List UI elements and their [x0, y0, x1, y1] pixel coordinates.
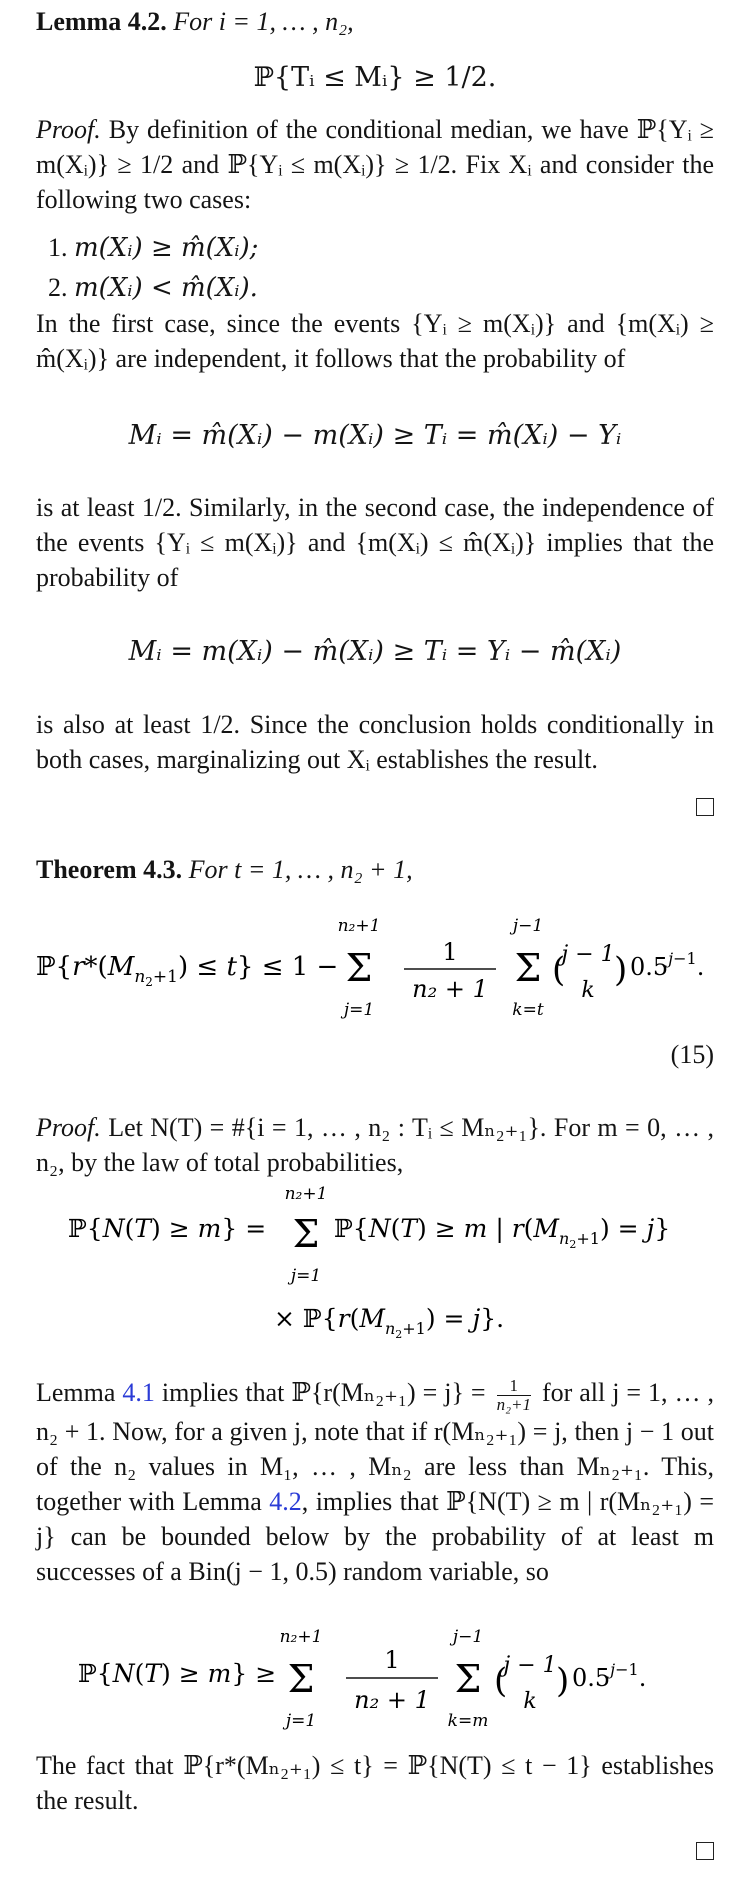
sum-lower: j=1: [343, 1000, 375, 1020]
bb-power: $0.5^j-1$.: [572, 1660, 647, 1692]
binom-top: j − 1: [561, 942, 615, 967]
theorem-statement: For t = 1, … , n₂ + 1,: [188, 855, 413, 884]
equation-case-2: Mᵢ = m(Xᵢ) − m̂(Xᵢ) ≥ Tᵢ = Yᵢ − m̂(Xᵢ): [128, 636, 622, 667]
bb-frac-den: n₂ + 1: [354, 1686, 430, 1714]
case-number: 2.: [48, 273, 68, 302]
proof-2-paragraph-1: [36, 1110, 714, 1180]
qed-symbol-2: [696, 1842, 714, 1860]
bb-frac-num: 1: [384, 1646, 400, 1674]
lemma-4-1-link[interactable]: 4.1: [122, 1378, 155, 1407]
binom-power: $0.5^j-1$.: [630, 949, 705, 981]
tp-sum-upper: n₂+1: [284, 1185, 328, 1204]
proof-2-paragraph-2: [36, 1375, 714, 1589]
tp-sum-lower: j=1: [290, 1266, 322, 1286]
text-for-all: for all j = 1, … , n₂ + 1. Now, for a given j, note that if r(Mₙ₂₊₁) = j, then j − 1 out of the n₂ values in M₁, … , Mₙ₂ are less than Mₙ₂₊₁. This, together with: [36, 1378, 715, 1516]
text-lemma: Lemma: [36, 1378, 116, 1407]
lemma-statement: For i = 1, … , n₂,: [173, 7, 354, 36]
case-text: m(Xᵢ) ≥ m̂(Xᵢ);: [74, 233, 259, 263]
inner-sum-lower: k=t: [512, 1000, 544, 1020]
lemma-display-equation: ℙ{Tᵢ ≤ Mᵢ} ≥ 1/2.: [253, 62, 497, 93]
tp-sum-sign: Σ: [292, 1212, 320, 1256]
tp-rhs: ℙ{N(T) ≥ m | $r(M_n2+1) = j$}: [334, 1214, 671, 1251]
inner-sum-sign: Σ: [514, 946, 542, 990]
inline-fraction: $\frac{1}{\text{n₂+1}}$: [496, 1375, 531, 1414]
proof-2-text-1: Let N(T) = #{i = 1, … , n₂ : Tᵢ ≤ Mₙ₂₊₁}. For m = 0, … , n₂, by the law of total probabilities,: [36, 1113, 715, 1177]
bb-sum-upper: n₂+1: [279, 1627, 323, 1647]
eq-lhs: $ℙ\{r*(M_n2+1) \le t\} \le 1$ −: [36, 952, 339, 989]
lemma-4-2-link[interactable]: 4.2: [269, 1486, 302, 1516]
proof-label: Proof.: [36, 115, 101, 144]
text-bounded: , implies that ℙ{N(T) ≥ m | r(Mₙ₂₊₁) = j} can be bounded below by the probability of at least m successes of a Bin(j − 1, 0.5) random variable, so: [36, 1486, 715, 1586]
binomial-bound-equation: [36, 1620, 714, 1740]
total-probability-equation: [36, 1185, 714, 1345]
theorem-label: Theorem 4.3.: [36, 855, 183, 884]
proof-1-paragraph-2: In the first case, since the events {Yᵢ ≥ m(Xᵢ)} and {m(Xᵢ) ≥ m̂(Xᵢ)} are independent, it follows that the probability of: [36, 309, 714, 373]
text-lemma-2: Lemma: [182, 1486, 262, 1516]
tp-lhs: ℙ{N(T) ≥ m} =: [68, 1214, 267, 1243]
bb-binom-close: ): [556, 1661, 570, 1701]
proof-2-paragraph-3: The fact that ℙ{r*(Mₙ₂₊₁) ≤ t} = ℙ{N(T) ≤ t − 1} establishes the result.: [36, 1751, 714, 1815]
proof-1-paragraph-4: is also at least 1/2. Since the conclusion holds conditionally in both cases, marginalizing out Xᵢ establishes the result.: [36, 710, 714, 774]
theorem-4-3-statement: [36, 852, 714, 887]
proof-label: Proof.: [36, 1113, 101, 1142]
proof-1-paragraph-3: is at least 1/2. Similarly, in the second case, the independence of the events {Yᵢ ≤ m(Xᵢ)} and {m(Xᵢ) ≤ m̂(Xᵢ)} implies that the probability of: [36, 493, 714, 592]
lemma-label: Lemma 4.2.: [36, 7, 167, 36]
binom-close: ): [614, 950, 628, 990]
proof-1-paragraph-1: [36, 112, 714, 217]
bb-binom-open: (: [494, 1661, 508, 1701]
qed-symbol: [696, 798, 714, 816]
proof-1-text-1: By definition of the conditional median, we have ℙ{Yᵢ ≥ m(Xᵢ)} ≥ 1/2 and ℙ{Yᵢ ≤ m(Xᵢ)} ≥ 1/2. Fix Xᵢ and consider the following two cases:: [36, 115, 714, 214]
case-text: m(Xᵢ) < m̂(Xᵢ).: [74, 273, 258, 303]
inner-sum-upper: j−1: [512, 916, 544, 936]
lemma-4-2-statement: [36, 4, 714, 39]
frac-den: n₂ + 1: [412, 975, 488, 1003]
tp-rhs-line2: × $ℙ\{r(M_n2+1) = j\}$.: [274, 1304, 505, 1341]
case-2: [48, 270, 258, 306]
bb-binom-top: j − 1: [503, 1653, 557, 1678]
equation-number: (15): [670, 1040, 714, 1069]
bb-sum-lower: j=1: [285, 1711, 317, 1731]
sum-upper: n₂+1: [337, 916, 381, 936]
bb-inner-upper: j−1: [452, 1627, 484, 1647]
equation-case-1: Mᵢ = m̂(Xᵢ) − m(Xᵢ) ≥ Tᵢ = m̂(Xᵢ) − Yᵢ: [128, 420, 622, 451]
case-1: [48, 230, 258, 266]
case-number: 1.: [48, 233, 68, 262]
frac-num: 1: [442, 938, 458, 966]
bb-sum-sign: Σ: [287, 1657, 315, 1701]
sum-sign: Σ: [345, 946, 373, 990]
bb-inner-lower: k=m: [447, 1711, 489, 1731]
text-implies: implies that ℙ{r(Mₙ₂₊₁) = j} =: [161, 1378, 486, 1407]
bb-inner-sign: Σ: [454, 1657, 482, 1701]
bb-binom-bottom: k: [523, 1689, 537, 1714]
binom-open: (: [552, 950, 566, 990]
binom-bottom: k: [581, 978, 595, 1003]
bb-lhs: ℙ{N(T) ≥ m} ≥: [78, 1659, 277, 1688]
theorem-equation: [36, 905, 714, 1025]
